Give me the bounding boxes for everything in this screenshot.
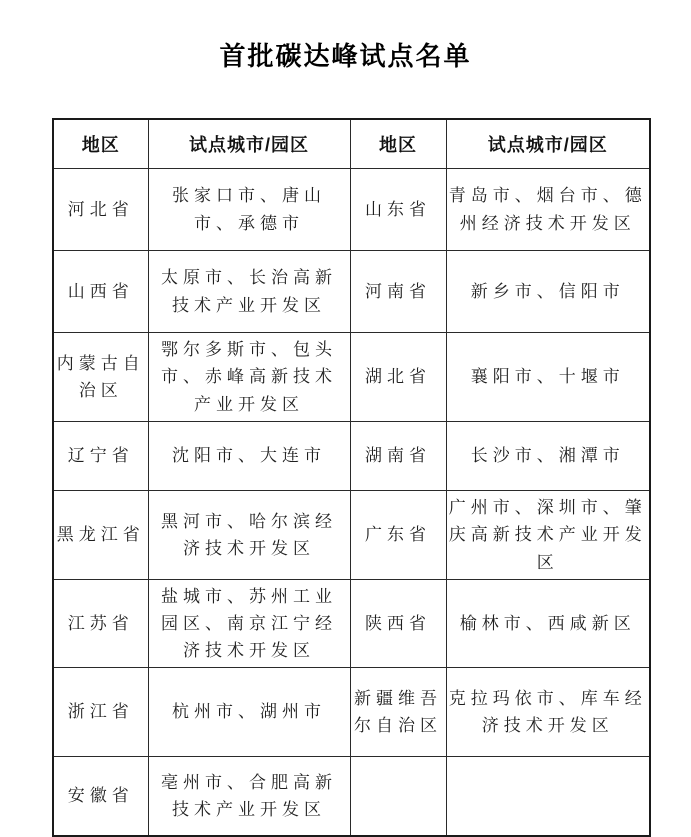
cities-cell: 黑河市、哈尔滨经济技术开发区	[148, 491, 350, 580]
cities-cell: 盐城市、苏州工业园区、南京江宁经济技术开发区	[148, 580, 350, 668]
cities-cell: 襄阳市、十堰市	[446, 333, 650, 422]
table-row	[53, 757, 650, 837]
table-row	[53, 251, 650, 333]
header-cities-left: 试点城市/园区	[148, 119, 350, 169]
cities-cell: 沈阳市、大连市	[148, 422, 350, 491]
cities-cell: 鄂尔多斯市、包头市、赤峰高新技术产业开发区	[148, 333, 350, 422]
region-cell: 河南省	[350, 251, 446, 333]
region-cell: 山东省	[350, 169, 446, 251]
cities-cell: 广州市、深圳市、肇庆高新技术产业开发区	[446, 491, 650, 580]
region-cell	[350, 757, 446, 837]
region-cell: 新疆维吾尔自治区	[350, 668, 446, 757]
cities-cell: 太原市、长治高新技术产业开发区	[148, 251, 350, 333]
region-cell: 内蒙古自治区	[53, 333, 148, 422]
region-cell: 广东省	[350, 491, 446, 580]
table-row	[53, 580, 650, 668]
header-region-right: 地区	[350, 119, 446, 169]
pilot-list-table	[52, 118, 651, 837]
table-row	[53, 491, 650, 580]
cities-cell: 杭州市、湖州市	[148, 668, 350, 757]
cities-cell: 张家口市、唐山市、承德市	[148, 169, 350, 251]
table-body	[53, 169, 650, 837]
cities-cell: 克拉玛依市、库车经济技术开发区	[446, 668, 650, 757]
table-row	[53, 169, 650, 251]
region-cell: 陕西省	[350, 580, 446, 668]
region-cell: 江苏省	[53, 580, 148, 668]
region-cell: 浙江省	[53, 668, 148, 757]
cities-cell: 榆林市、西咸新区	[446, 580, 650, 668]
region-cell: 辽宁省	[53, 422, 148, 491]
region-cell: 河北省	[53, 169, 148, 251]
header-cities-right: 试点城市/园区	[446, 119, 650, 169]
cities-cell: 青岛市、烟台市、德州经济技术开发区	[446, 169, 650, 251]
cities-cell: 长沙市、湘潭市	[446, 422, 650, 491]
header-region-left: 地区	[53, 119, 148, 169]
table-row	[53, 422, 650, 491]
region-cell: 山西省	[53, 251, 148, 333]
page-title: 首批碳达峰试点名单	[219, 42, 472, 71]
cities-cell: 亳州市、合肥高新技术产业开发区	[148, 757, 350, 837]
cities-cell	[446, 757, 650, 837]
table-row	[53, 333, 650, 422]
table-head	[53, 119, 650, 169]
region-cell: 安徽省	[53, 757, 148, 837]
region-cell: 湖北省	[350, 333, 446, 422]
cities-cell: 新乡市、信阳市	[446, 251, 650, 333]
region-cell: 黑龙江省	[53, 491, 148, 580]
region-cell: 湖南省	[350, 422, 446, 491]
header-row	[53, 119, 650, 169]
table-row	[53, 668, 650, 757]
